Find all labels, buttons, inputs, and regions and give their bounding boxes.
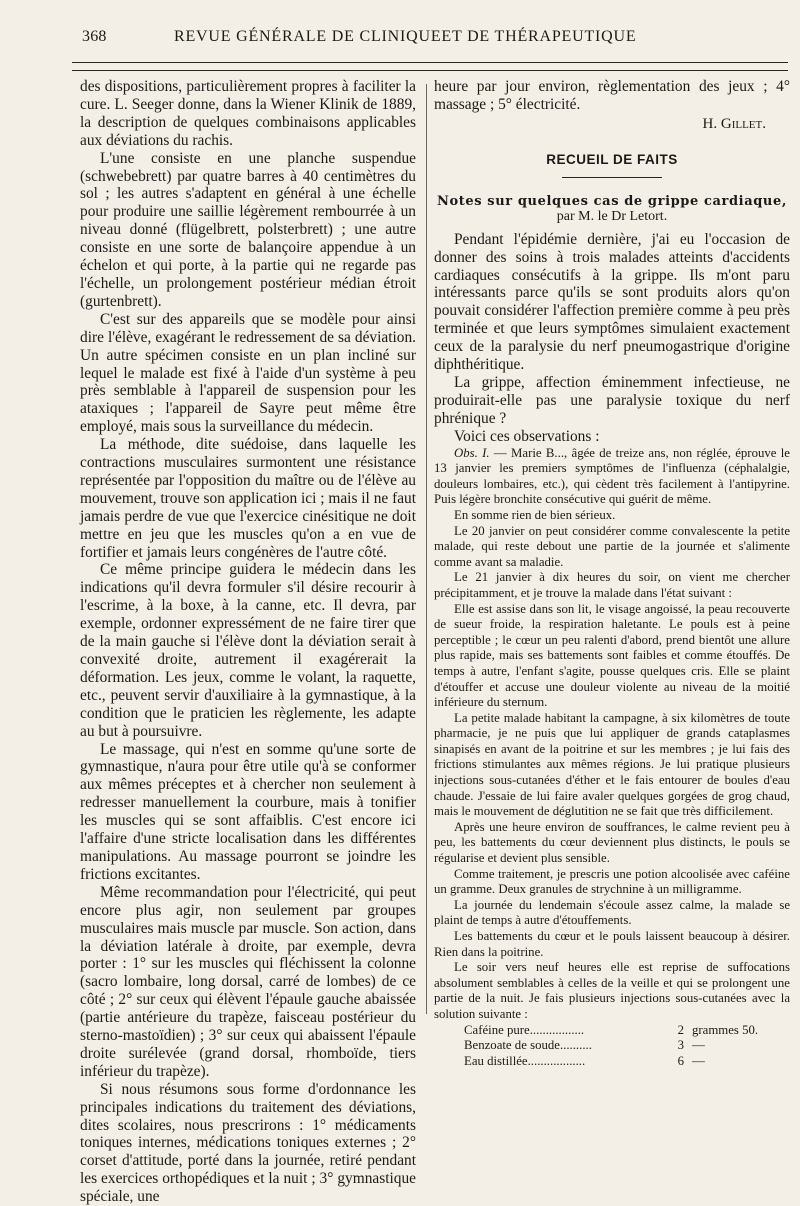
prescription-unit: grammes 50.: [692, 1022, 759, 1037]
paragraph: des dispositions, particulièrement propres à faciliter la cure. L. Seeger donne, dans la Wiener Klinik de 1889, la description de quelques combinaisons applicables aux déviations du rachis.: [80, 78, 416, 149]
observation-label: Obs. I.: [454, 445, 490, 460]
prescription-qty: 6: [677, 1053, 684, 1068]
observation-paragraph: Après une heure environ de souffrances, le calme revient peu à peu, les battements du cœur deviennent plus distincts, le pouls se régularise et devient plus sensible.: [434, 819, 790, 866]
column-divider: [426, 84, 427, 1014]
running-header: [82, 28, 782, 54]
observation-text: — Marie B..., âgée de treize ans, non réglée, éprouve le 13 janvier les premiers symptômes de l'influenza (céphalalgie, douleurs lombaires, etc.), qui cèdent très facilement à l'antipyrine. Puis légère bronchite consécutive qui guérit de même.: [434, 445, 790, 507]
observation-paragraph: Le 21 janvier à dix heures du soir, on vient me chercher précipitamment, et je trouve la malade dans l'état suivant :: [434, 570, 790, 600]
running-title: REVUE GÉNÉRALE DE CLINIQUEET DE THÉRAPEUTIQUE: [174, 28, 637, 45]
observation-paragraph: Les battements du cœur et le pouls laissent beaucoup à désirer. Rien dans la poitrine.: [434, 929, 790, 959]
paragraph: Pendant l'épidémie dernière, j'ai eu l'occasion de donner des soins à trois malades atteints d'accidents cardiaques consécutifs à la grippe. Ils m'ont paru intéressants parce qu'ils se sont produits alors qu'on pouvait considérer l'affection première comme à peu près terminée et que leurs symptômes simulaient exactement ceux de la paralysie du nerf pneumogastrique d'origine diphthéritique.: [434, 230, 790, 374]
right-column: [434, 78, 790, 1069]
header-rule: [72, 62, 788, 63]
paragraph: La grippe, affection éminemment infectieuse, ne produirait-elle pas une paralysie toxique du nerf phrénique ?: [434, 373, 790, 427]
prescription-list: [464, 1023, 790, 1070]
prescription-qty: 2: [677, 1022, 684, 1037]
observation-paragraph: Comme traitement, je prescris une potion alcoolisée avec caféine un gramme. Deux granules de strychnine à un milligramme.: [434, 866, 790, 897]
paragraph: C'est sur des appareils que se modèle pour ainsi dire l'élève, exagérant le redressement de sa déviation. Un autre spécimen consiste en un plan incliné sur lequel le malade est fixé à l'aide d'un système à peu près semblable à l'appareil de suspension pour les ataxiques ; l'appareil de Sayre peut même être employé, mais sous la surveillance du médecin.: [80, 310, 416, 436]
observation-paragraph: Le 20 janvier on peut considérer comme convalescente la petite malade, qui reste debout une partie de la journée et s'alimente comme avant sa maladie.: [434, 523, 790, 569]
paragraph: Si nous résumons sous forme d'ordonnance les principales indications du traitement des déviations, dites scolaires, nous prescrirons : 1° médicaments toniques internes, médications toniques externes ; 2° corset d'attitude, porté dans la journée, retiré pendant les exercices orthopédiques et la nuit ; 3° gymnastique spéciale, une: [80, 1080, 416, 1206]
paragraph: L'une consiste en une planche suspendue (schwebebrett) par quatre barres à 40 centimètres du sol ; les autres s'adaptent en général à une échelle pour produire une saillie légèrement rembourrée à un niveau donné (flügelbrett, polsterbrett) ; une autre consiste en une sorte de balançoire appendue à un échelon et qui porte, à la partie qui ne regarde pas l'échelle, un prolongement postérieur médian étroit (gurtenbrett).: [80, 149, 416, 310]
header-rule-thin: [72, 70, 788, 71]
paragraph: La méthode, dite suédoise, dans laquelle les contractions musculaires surmontent une résistance représentée par l'opposition du maître ou de l'élève au mouvement, trouve son application ici ; mais il ne faut jamais perdre de vue que l'exercice cinésitique ne doit mettre en jeu que les muscles qu'on a en vue de fortifier et jamais leurs congénères de l'autre côté.: [80, 436, 416, 561]
author-signature: H. Gillet.: [702, 115, 766, 132]
article-title: Notes sur quelques cas de grippe cardiaque,: [437, 193, 787, 209]
prescription-item: Benzoate de soude..........: [464, 1038, 592, 1053]
paragraph: Le massage, qui n'est en somme qu'une sorte de gymnastique, n'aura pour être utile qu'à se conformer aux mêmes préceptes et à chercher non seulement à redresser manuellement la courbure, mais à tonifier les muscles qui se sont affaiblis. C'est encore ici l'affaire d'une stricte localisation dans les différentes manipulations. Au massage pourront se joindre les frictions excitantes.: [80, 740, 416, 883]
section-title: RECUEIL DE FAITS: [546, 151, 678, 167]
paragraph-continuation: heure par jour environ, règlementation des jeux ; 4° massage ; 5° électricité.: [434, 78, 790, 113]
observation-paragraph: En somme rien de bien sérieux.: [454, 507, 616, 522]
prescription-qty: 3: [677, 1038, 684, 1053]
page-number: 368: [82, 28, 107, 45]
observation-paragraph: [434, 446, 790, 508]
prescription-item: Caféine pure.................: [464, 1022, 585, 1037]
prescription-row: [464, 1023, 790, 1039]
prescription-row: [464, 1038, 790, 1054]
paragraph: Ce même principe guidera le médecin dans les indications qu'il devra formuler s'il désire recourir à l'escrime, à la boxe, à la canne, etc. Il devra, par exemple, ordonner expressément de ne faire tirer que de la main gauche si l'élève dont la déviation serait à convexité droite, autrement il exagérerait la déformation. Les jeux, comme le volant, la raquette, etc., peuvent servir d'auxiliaire à la gymnastique, à la condition que le praticien les règlemente, les adapte au but à poursuivre.: [80, 561, 416, 740]
prescription-unit: —: [692, 1053, 705, 1068]
left-column: [80, 78, 416, 1206]
paragraph: Voici ces observations :: [454, 427, 600, 445]
prescription-row: [464, 1054, 790, 1070]
observation-paragraph: Le soir vers neuf heures elle est reprise de suffocations absolument semblables à celles de la veille et qui se prolongent une partie de la nuit. Je fais plusieurs injections sous-cutanées avec la solution suivante :: [434, 960, 790, 1021]
observation-paragraph: La journée du lendemain s'écoule assez calme, la malade se plaint de temps à autre d'étouffements.: [434, 897, 790, 928]
prescription-unit: —: [692, 1038, 705, 1053]
section-rule: [562, 177, 662, 178]
observation-paragraph: Elle est assise dans son lit, le visage angoissé, la peau recouverte de sueur froide, la respiration haletante. Le pouls est à peine perceptible ; le cœur un peu ralenti d'abord, prend bientôt une allure plus rapide, mais ses battements sont faibles et comme étouffés. De temps à autre, l'enfant s'agite, pousse quelques cris. Elle se plaint d'étouffer et accuse une douleur violente au niveau de la moitié inférieure du sternum.: [434, 601, 790, 710]
prescription-item: Eau distillée..................: [464, 1053, 586, 1068]
article-byline: par M. le Dr Letort.: [556, 208, 668, 224]
observation-paragraph: La petite malade habitant la campagne, à six kilomètres de toute pharmacie, je ne puis que lui appliquer de grands cataplasmes sinapisés en avant de la poitrine et sur les membres ; je lui fais des frictions stimulantes aux mêmes régions. Je lui pratique plusieurs injections sous-cutanées d'éther et le fais entourer de boules d'eau chaude. J'essaie de lui faire avaler quelques gorgées de grog chaud, mais le mouvement de déglutition ne se fait que très difficilement.: [434, 710, 790, 819]
paragraph: Même recommandation pour l'électricité, qui peut encore plus agir, non seulement par groupes musculaires mais muscle par muscle. Son action, dans la déviation latérale à droite, par exemple, devra porter : 1° sur les muscles qui fléchissent la colonne (sacro lombaire, long dorsal, carré de lombes) de ce côté ; 2° sur ceux qui élèvent l'épaule gauche abaissée (partie antérieure du trapèze, faisceau postérieur du sterno-mastoïdien) ; 3° sur ceux qui abaissent l'épaule droite surélevée (grand dorsal, rhomboïde, tiers inférieur du trapèze).: [80, 883, 416, 1080]
